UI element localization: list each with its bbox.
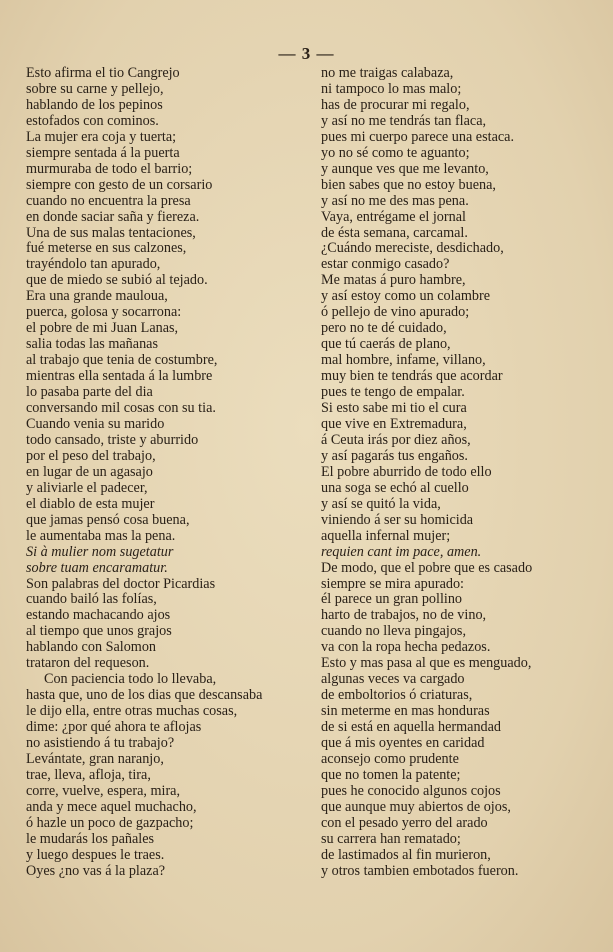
verse-line: harto de trabajos, no de vino, (321, 607, 487, 624)
verse-line: cuando no lleva pingajos, (321, 623, 466, 640)
verse-line: y aliviarle el padecer, (26, 479, 148, 496)
verse-line: él parece un gran pollino (321, 591, 463, 608)
verse-line: dime: ¿por qué ahora te aflojas (26, 719, 202, 736)
verse-line: una soga se echó al cuello (321, 479, 469, 496)
verse-line: su carrera han rematado; (321, 830, 461, 847)
verse-line: en lugar de un agasajo (26, 463, 153, 480)
verse-line: aconsejo como prudente (321, 750, 459, 767)
verse-line: sobre su carne y pellejo, (26, 80, 164, 97)
page-number: — 3 — (278, 44, 335, 63)
verse-line: siempre sentada á la puerta (26, 144, 180, 161)
verse-line: ni tampoco lo mas malo; (321, 80, 462, 97)
verse-line: trataron del requeson. (26, 655, 150, 672)
verse-line: el pobre de mi Juan Lanas, (26, 320, 179, 337)
verse-line: al trabajo que tenia de costumbre, (26, 352, 218, 369)
verse-line: le dijo ella, entre otras muchas cosas, (26, 703, 238, 720)
verse-line: Vaya, entrégame el jornal (321, 208, 466, 225)
verse-line: Con paciencia todo lo llevaba, (44, 671, 217, 688)
verse-line: conversando mil cosas con su tia. (26, 400, 216, 417)
verse-line: y aunque ves que me levanto, (321, 160, 489, 177)
verse-line: cuando no encuentra la presa (26, 192, 191, 209)
verse-line: que de miedo se subió al tejado. (26, 272, 208, 289)
verse-line: no me traigas calabaza, (321, 65, 454, 81)
verse-line: y así no me tendrás tan flaca, (321, 112, 487, 129)
verse-line: sobre tuam encaramatur. (26, 559, 168, 576)
verse-line: que aunque muy abiertos de ojos, (321, 798, 511, 815)
verse-line: estando machacando ajos (26, 607, 171, 624)
right-column (321, 66, 593, 880)
verse-line: La mujer era coja y tuerta; (26, 128, 177, 145)
verse-line: murmuraba de todo el barrio; (26, 160, 193, 177)
verse-line: Esto afirma el tio Cangrejo (26, 65, 180, 81)
verse-line: has de procurar mi regalo, (321, 96, 470, 113)
verse-line: pues mi cuerpo parece una estaca. (321, 128, 515, 145)
verse-line: puerca, golosa y socarrona: (26, 304, 182, 321)
verse-line: Me matas á puro hambre, (321, 272, 466, 289)
verse-line: el diablo de esta mujer (26, 495, 155, 512)
verse-line: bien sabes que no estoy buena, (321, 176, 496, 193)
verse-line: De modo, que el pobre que es casado (321, 559, 533, 576)
verse-line: en donde saciar saña y fiereza. (26, 208, 200, 225)
verse-line: y luego despues le traes. (26, 846, 165, 863)
verse-line: al tiempo que unos grajos (26, 623, 172, 640)
verse-line: y así pagarás tus engaños. (321, 447, 468, 464)
verse-line: Cuando venia su marido (26, 415, 165, 432)
verse-line: Esto y mas pasa al que es menguado, (321, 655, 532, 672)
verse-line: yo no sé como te aguanto; (321, 144, 470, 161)
verse-line: de ésta semana, carcamal. (321, 224, 468, 241)
verse-line: mientras ella sentada á la lumbre (26, 368, 213, 385)
verse-line: El pobre aburrido de todo ello (321, 463, 492, 480)
verse-line: que á mis oyentes en caridad (321, 735, 485, 752)
verse-line: hablando de los pepinos (26, 96, 163, 113)
verse-line: viniendo á ser su homicida (321, 511, 474, 528)
verse-line: ¿Cuándo mereciste, desdichado, (321, 240, 504, 257)
verse-line: anda y mece aquel muchacho, (26, 798, 197, 815)
verse-line: Una de sus malas tentaciones, (26, 224, 196, 241)
verse-line: corre, vuelve, espera, mira, (26, 782, 181, 799)
verse-line: de si está en aquella hermandad (321, 719, 502, 736)
verse-line: pero no te dé cuidado, (321, 320, 447, 337)
verse-line: á Ceuta irás por diez años, (321, 431, 471, 448)
verse-line: Levántate, gran naranjo, (26, 750, 164, 767)
verse-line: que vive en Extremadura, (321, 415, 467, 432)
verse-line: que jamas pensó cosa buena, (26, 511, 190, 528)
verse-line: hablando con Salomon (26, 639, 157, 656)
left-column (26, 66, 308, 880)
verse-line: siempre con gesto de un corsario (26, 176, 213, 193)
verse-line: le aumentaba mas la pena. (26, 527, 176, 544)
verse-line: lo pasaba parte del dia (26, 384, 153, 401)
verse-line: pues he conocido algunos cojos (321, 782, 501, 799)
verse-line: Si esto sabe mi tio el cura (321, 400, 467, 417)
verse-line: no asistiendo á tu trabajo? (26, 735, 175, 752)
verse-line: cuando bailó las folías, (26, 591, 157, 608)
verse-line: de lastimados al fin murieron, (321, 846, 491, 863)
verse-line: trayéndolo tan apurado, (26, 256, 161, 273)
verse-line: Era una grande mauloua, (26, 288, 168, 305)
verse-line: ó hazle un poco de gazpacho; (26, 814, 194, 831)
verse-line: aquella infernal mujer; (321, 527, 451, 544)
verse-line: estar conmigo casado? (321, 256, 450, 273)
verse-line: Si à mulier nom sugetatur (26, 543, 174, 560)
verse-line: trae, lleva, afloja, tira, (26, 766, 151, 783)
verse-line: mal hombre, infame, villano, (321, 352, 486, 369)
verse-line: siempre se mira apurado: (321, 575, 465, 592)
verse-line: requien cant im pace, amen. (321, 543, 482, 560)
verse-line: ó pellejo de vino apurado; (321, 304, 470, 321)
verse-line: de emboltorios ó criaturas, (321, 687, 473, 704)
verse-line: va con la ropa hecha pedazos. (321, 639, 491, 656)
verse-line: le mudarás los pañales (26, 830, 155, 847)
verse-line: que no tomen la patente; (321, 766, 461, 783)
verse-line: por el peso del trabajo, (26, 447, 156, 464)
verse-line: salia todas las mañanas (26, 336, 158, 353)
verse-line: y así estoy como un colambre (321, 288, 491, 305)
verse-line: fué meterse en sus calzones, (26, 240, 187, 257)
verse-line: estofados con cominos. (26, 112, 159, 129)
verse-line: muy bien te tendrás que acordar (321, 368, 503, 385)
verse-line: y otros tambien embotados fueron. (321, 862, 519, 879)
verse-line: y así no me des mas pena. (321, 192, 469, 209)
verse-line: algunas veces va cargado (321, 671, 465, 688)
verse-line: hasta que, uno de los dias que descansaba (26, 687, 263, 704)
verse-line: y así se quitó la vida, (321, 495, 441, 512)
verse-line: con el pesado yerro del arado (321, 814, 488, 831)
verse-line: que tú caerás de plano, (321, 336, 451, 353)
verse-line: Oyes ¿no vas á la plaza? (26, 862, 166, 879)
verse-line: todo cansado, triste y aburrido (26, 431, 199, 448)
verse-line: Son palabras del doctor Picardias (26, 575, 216, 592)
verse-line: sin meterme en mas honduras (321, 703, 490, 720)
verse-line: pues te tengo de empalar. (321, 384, 465, 401)
